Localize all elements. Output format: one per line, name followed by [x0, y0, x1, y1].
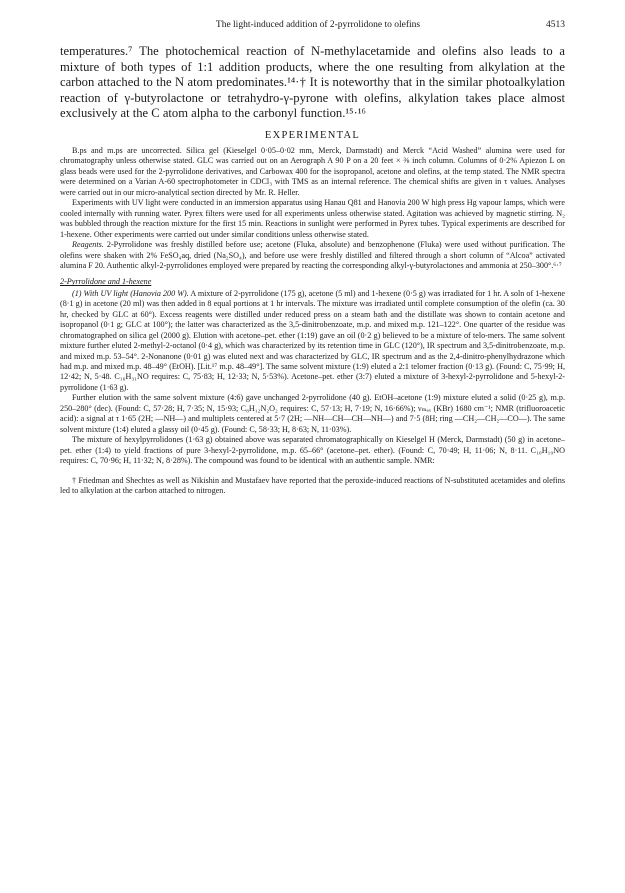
further-elution-paragraph: Further elution with the same solvent mixture (4:6) gave unchanged 2-pyrrolidone (40 g). EtOH–acetone (1:9) mixture eluted a solid (0·25 g), m.p. 250–280° (dec). (Found: C, 57·28; H, 7·35; N, 15·93; C₈H₁₂N₂O₂ requires: C, 57·13; H, 7·19; N, 16·66%); νₘₐₓ (KBr) 1680 cm⁻¹; NMR (trifluoroacetic acid): a signal at τ 1·65 (2H; —NH—) and multiplets centered at 5·7 (2H; —NH—CH—CH—NH—) and 7·5 (8H; ring —CH₂—CH₂—CO—). The same solvent mixture (1:4) eluted a glassy oil (0·45 g). (Found: C, 58·33; H, 8·63; N, 11·03%). [60, 393, 565, 434]
reagents-paragraph [60, 240, 565, 271]
reagents-text: 2-Pyrrolidone was freshly distilled before use; acetone (Fluka, absolute) and benzophenone (Fluka) were used without purification. The olefins were shaken with 2% FeSO₄aq, dried (Na₂SO₄), and before use were freshly distilled and filtered through a short column of “Alcoa” activated alumina F 20. Authentic alkyl-2-pyrrolidones employed were prepared by reacting the corresponding alkyl-γ-butyrolactones and ammonia at 250–300°.⁶·⁷ [60, 240, 565, 270]
footnote: † Friedman and Shechtes as well as Nikishin and Mustafaev have reported that the peroxide-induced reactions of N-substituted acetamides and olefins led to alkylation at the carbon attached to nitrogen. [60, 475, 565, 496]
uv-apparatus-paragraph: Experiments with UV light were conducted in an immersion apparatus using Hanau Q81 and Hanovia 200 W high press Hg vapour lamps, which were cooled internally with running water. Pyrex filters were used for all experiments unless otherwise stated. Agitation was achieved by magnetic stirring. N₂ was bubbled through the reaction mixture for the first 15 min. Reactions in sunlight were performed in Pyrex tubes. Typical experiments are described for 1-hexene. Other experiments were carried out under similar conditions unless otherwise stated. [60, 198, 565, 239]
journal-page [60, 20, 565, 496]
subsection-heading: 2-Pyrrolidone and 1-hexene [60, 277, 152, 287]
uv-experiment-label: (1) With UV light (Hanovia 200 W). [72, 288, 189, 298]
methods-paragraph: B.ps and m.ps are uncorrected. Silica gel (Kieselgel 0·05–0·02 mm, Merck, Darmstadt) and Merck “Acid Washed” alumina were used for chromatography unless otherwise stated. GLC was carried out on an Aerograph A 90 P on a 20 feet × ⅜ inch column. Columns of 0·2% Apiezon L on glass beads were used for the 2-pyrrolidone derivatives, and Carbowax 400 for the isopropanol, acetone and olefins, at the temp stated. The NMR spectra were determined on a Varian A-60 spectrophotometer in CDCl₃ with TMS as an internal reference. The chemical shifts are given in τ values. Analyses were carried out in our micro-analytical section directed by Mr. R. Heller. [60, 145, 565, 197]
running-title: The light-induced addition of 2-pyrrolidone to olefins [215, 20, 421, 30]
intro-paragraph: temperatures.⁷ The photochemical reaction of N-methylacetamide and olefins also leads to a mixture of both types of 1:1 addition products, where the one resulting from alkylation at the carbon attached to the N atom predominates.¹⁴·† It is noteworthy that in the similar photoalkylation reaction of γ-butyrolactone or tetrahydro-γ-pyrone with olefins, alkylation takes place almost exclusively at the C atom alpha to the carbonyl function.¹⁵·¹⁶ [60, 44, 565, 121]
section-heading-experimental: EXPERIMENTAL [264, 129, 361, 141]
uv-experiment-text: A mixture of 2-pyrrolidone (175 g), acetone (5 ml) and 1-hexene (0·5 g) was irradiated for 1 hr. A soln of 1-hexene (8·1 g) in acetone (20 ml) was then added in 8 equal portions at 1 hr intervals. The mixture was irradiated until complete consumption of the olefin (ca. 30 hr, checked by GLC at 60°). Excess reagents were distilled under reduced press on a steam bath and the distillate was shown to contain acetone and isopropanol (0·1 g; GLC at 100°); the latter was characterized as the 3,5-dinitrobenzoate, m.p. and mixed m.p. 121–122°. One quarter of the residue was chromatographed on silica gel (2000 g). Elution with acetone–pet. ether (1:19) gave an oil (0·2 g) believed to be a mixture of telo-mers. The same solvent mixture further eluted 2-methyl-2-octanol (0·4 g), which was characterized by its retention time in GLC (120°), IR spectrum and 3,5-dinitrobenzoate, m.p. and mixed m.p. 53–54°. 2-Nonanone (0·01 g) was eluted next and was characterized by GLC, IR spectrum and as the 2,4-dinitro-phenylhydrazone which had m.p. and mixed m.p. 48–49° (EtOH). [Lit.¹⁷ m.p. 48–49°]. The same solvent mixture (1:9) eluted a 2:1 telomer fraction (0·13 g). (Found: C, 75·99; H, 12·42; N, 5·48. C₁₆H₃₁NO requires: C, 75·83; H, 12·33; N, 5·53%). Acetone–pet. ether (3:7) eluted a mixture of 3-hexyl-2-pyrrolidone and 5-hexyl-2-pyrrolidone (1·63 g). [60, 288, 565, 392]
running-head [60, 20, 565, 34]
page-number: 4513 [546, 20, 565, 30]
reagents-label: Reagents. [72, 240, 104, 250]
uv-experiment-paragraph [60, 289, 565, 394]
separation-paragraph: The mixture of hexylpyrrolidones (1·63 g) obtained above was separated chromatographically on Kieselgel H (Merck, Darmstadt) (50 g) in acetone–pet. ether (1:4) to yield fractions of pure 3-hexyl-2-pyrrolidone, m.p. 65–66° (acetone–pet. ether). (Found: C, 70·49; H, 11·06; N, 8·11. C₁₀H₁₉NO requires: C, 70·96; H, 11·32; N, 8·28%). The compound was found to be identical with an authentic sample. NMR: [60, 435, 565, 466]
